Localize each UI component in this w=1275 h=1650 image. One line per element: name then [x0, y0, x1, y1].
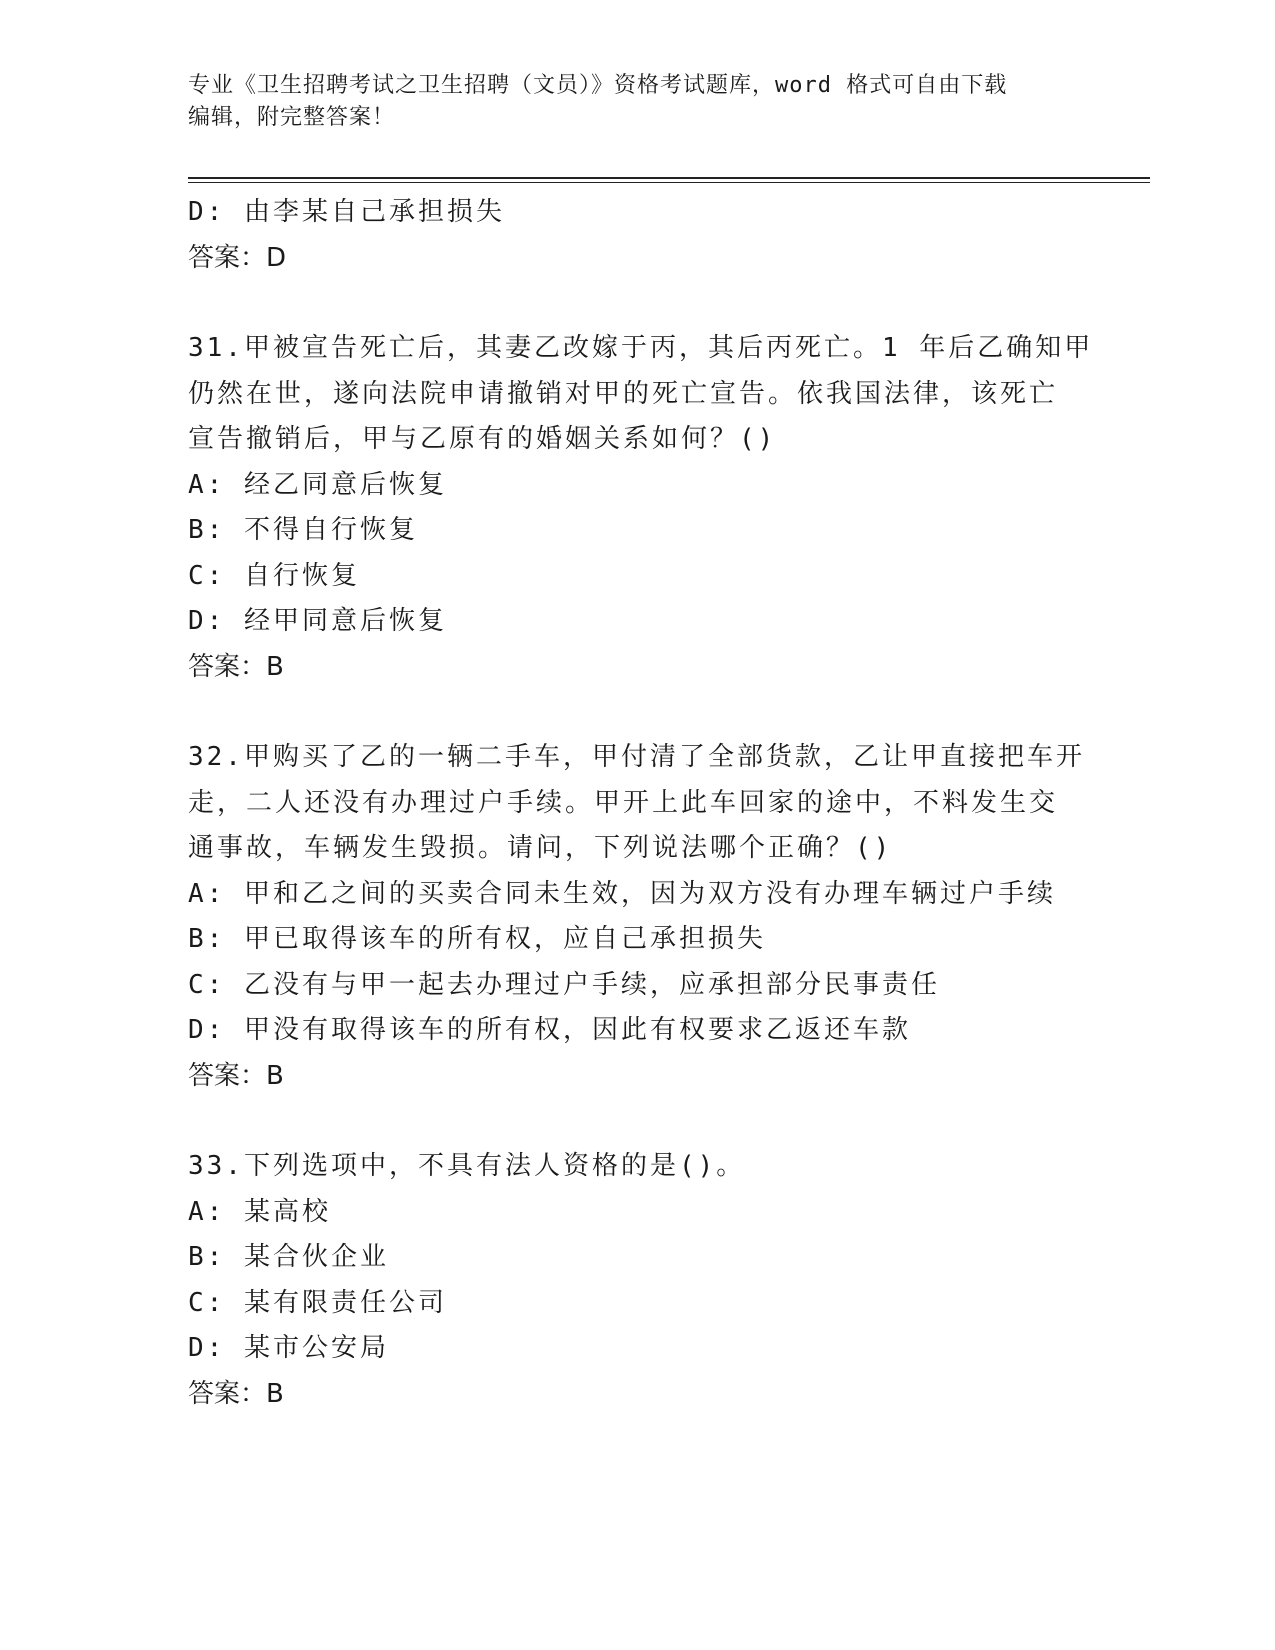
question-31	[188, 326, 1094, 690]
option-c: C: 乙没有与甲一起去办理过户手续，应承担部分民事责任	[188, 969, 940, 1000]
option-c: C: 某有限责任公司	[188, 1287, 447, 1318]
answer: 答案：B	[188, 1060, 284, 1091]
option-d: D: 经甲同意后恢复	[188, 606, 447, 636]
option-b: B: 甲已取得该车的所有权，应自己承担损失	[188, 924, 766, 954]
option-d: D: 某市公安局	[188, 1333, 389, 1363]
option-d: D: 甲没有取得该车的所有权，因此有权要求乙返还车款	[188, 1015, 911, 1045]
prev-answer: 答案：D	[188, 242, 287, 273]
option-c: C: 自行恢复	[188, 560, 360, 591]
question-32	[188, 735, 1088, 1099]
question-text-line: 31.甲被宣告死亡后，其妻乙改嫁于丙，其后丙死亡。1 年后乙确知甲	[188, 333, 1094, 363]
question-text-line: 走，二人还没有办理过户手续。甲开上此车回家的途中，不料发生交	[188, 787, 1059, 818]
header-line-2: 编辑，附完整答案！	[188, 105, 396, 130]
answer: 答案：B	[188, 651, 284, 682]
header-line-1: 专业《卫生招聘考试之卫生招聘（文员）》资格考试题库，word 格式可自由下载	[188, 73, 1008, 98]
option-b: B: 不得自行恢复	[188, 515, 418, 545]
question-text-line: 仍然在世，遂向法院申请撤销对甲的死亡宣告。依我国法律，该死亡	[188, 378, 1059, 409]
option-a: A: 经乙同意后恢复	[188, 469, 447, 500]
option-a: A: 某高校	[188, 1196, 331, 1227]
header-rule-thin	[188, 182, 1150, 183]
prev-option-d: D: 由李某自己承担损失	[188, 197, 505, 227]
question-text-line: 宣告撤销后，甲与乙原有的婚姻关系如何？()	[188, 424, 777, 454]
question-text-line: 通事故，车辆发生毁损。请问，下列说法哪个正确？()	[188, 833, 893, 863]
question-33	[188, 1144, 1088, 1417]
option-a: A: 甲和乙之间的买卖合同未生效，因为双方没有办理车辆过户手续	[188, 878, 1056, 909]
question-text-line: 32.甲购买了乙的一辆二手车，甲付清了全部货款，乙让甲直接把车开	[188, 742, 1085, 772]
answer: 答案：B	[188, 1378, 284, 1409]
question-content	[188, 190, 1094, 1417]
document-header	[188, 70, 1068, 134]
option-b: B: 某合伙企业	[188, 1242, 389, 1272]
header-rule-thick	[188, 177, 1150, 179]
question-text-line: 33.下列选项中，不具有法人资格的是()。	[188, 1151, 746, 1181]
